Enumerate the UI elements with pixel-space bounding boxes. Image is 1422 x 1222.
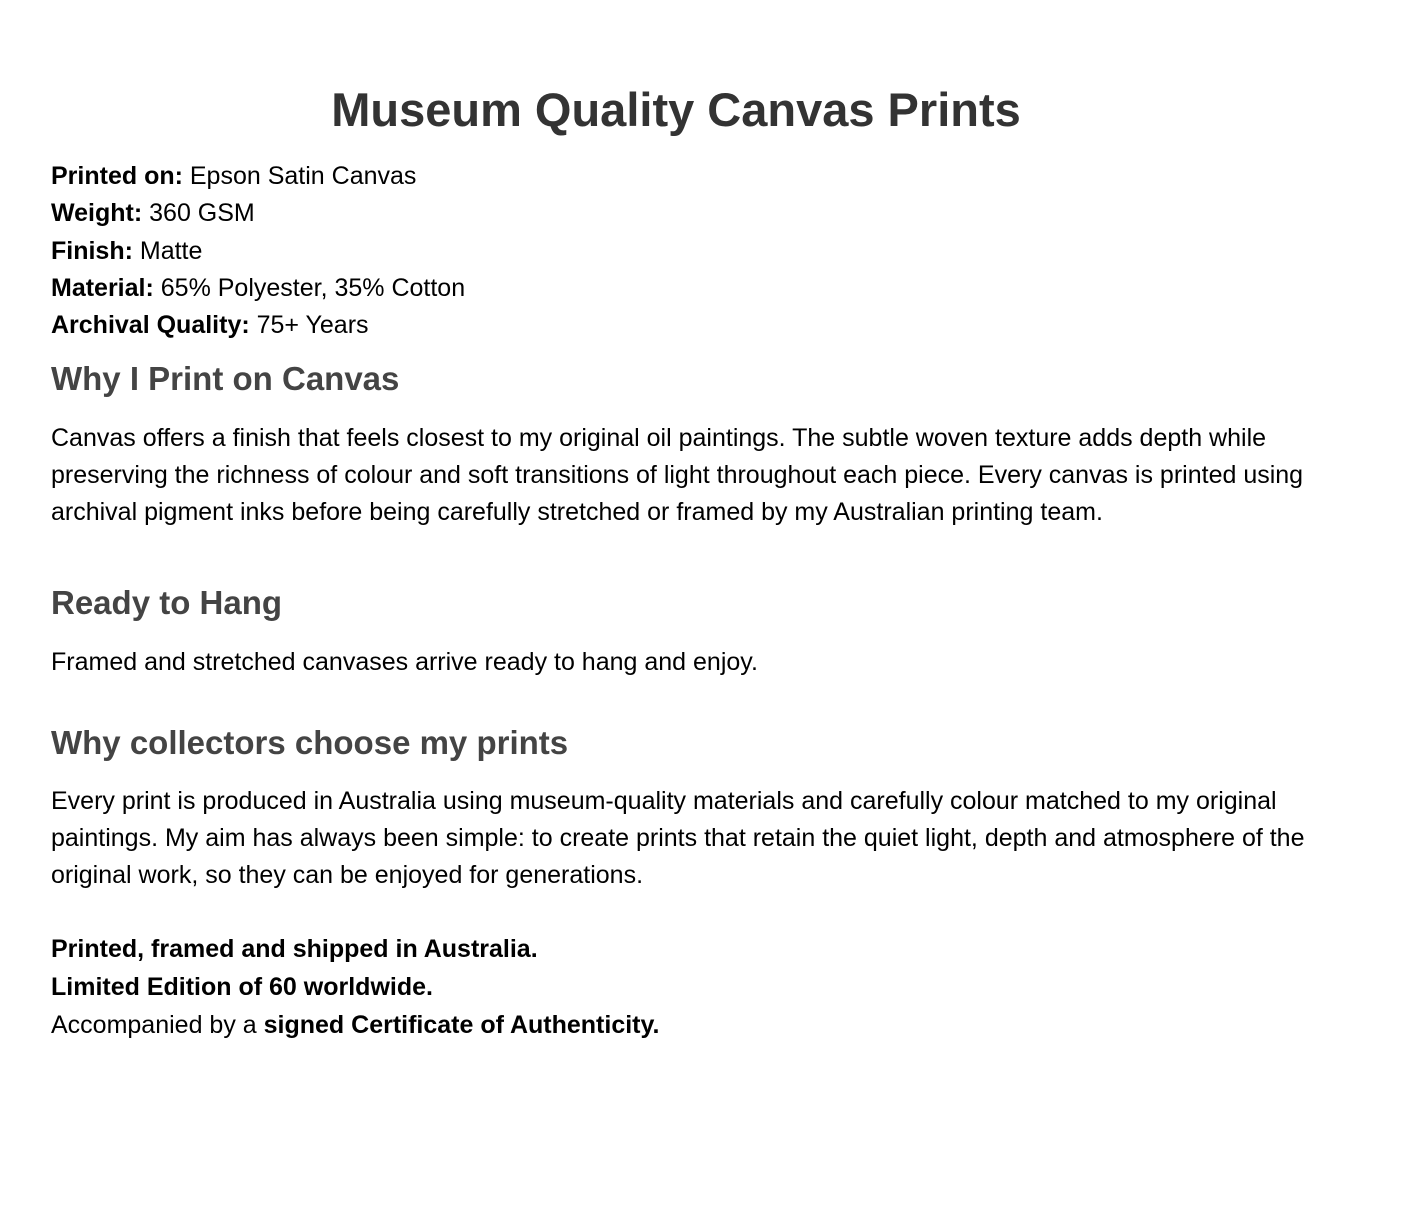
spec-row-weight xyxy=(51,195,465,232)
spec-key: Material: xyxy=(51,273,154,302)
page-title: Museum Quality Canvas Prints xyxy=(331,83,1021,136)
closing-certificate-prefix: Accompanied by a xyxy=(51,1011,264,1039)
section-body-why-collectors: Every print is produced in Australia using museum-quality materials and carefully colour matched to my original paintings. My aim has always been simple: to create prints that retain the quiet light, depth and atmosphere of the original work, so they can be enjoyed for generations. xyxy=(51,787,1305,890)
spec-value: 75+ Years xyxy=(249,311,369,340)
section-body-why-canvas: Canvas offers a finish that feels closest to my original oil paintings. The subtle woven texture adds depth while preserving the richness of colour and soft transitions of light throughout each piece. Every canvas is printed using archival pigment inks before being carefully stretched or framed by my Australian printing team. xyxy=(51,424,1304,527)
closing-notes xyxy=(51,930,660,1044)
spec-value: Epson Satin Canvas xyxy=(182,162,417,190)
section-body-ready-to-hang: Framed and stretched canvases arrive ready to hang and enjoy. xyxy=(51,648,758,676)
spec-row-material xyxy=(51,270,465,307)
spec-value: 360 GSM xyxy=(142,199,255,228)
closing-line-certificate xyxy=(51,1006,660,1044)
spec-value: 65% Polyester, 35% Cotton xyxy=(153,273,466,302)
section-heading-ready-to-hang: Ready to Hang xyxy=(51,584,283,621)
spec-row-printed-on xyxy=(51,158,465,195)
closing-line-shipping: Printed, framed and shipped in Australia. xyxy=(51,935,538,963)
spec-row-finish xyxy=(51,233,465,270)
spec-list xyxy=(51,158,465,344)
closing-line-edition: Limited Edition of 60 worldwide. xyxy=(51,973,433,1001)
spec-key: Archival Quality: xyxy=(51,311,250,340)
spec-key: Finish: xyxy=(51,236,133,265)
spec-key: Weight: xyxy=(51,199,143,228)
section-heading-why-collectors: Why collectors choose my prints xyxy=(51,724,569,761)
spec-row-archival-quality xyxy=(51,307,465,344)
spec-key: Printed on: xyxy=(51,162,183,190)
spec-value: Matte xyxy=(132,236,203,265)
section-heading-why-canvas: Why I Print on Canvas xyxy=(51,360,400,397)
closing-certificate-bold: signed Certificate of Authenticity. xyxy=(263,1011,660,1039)
